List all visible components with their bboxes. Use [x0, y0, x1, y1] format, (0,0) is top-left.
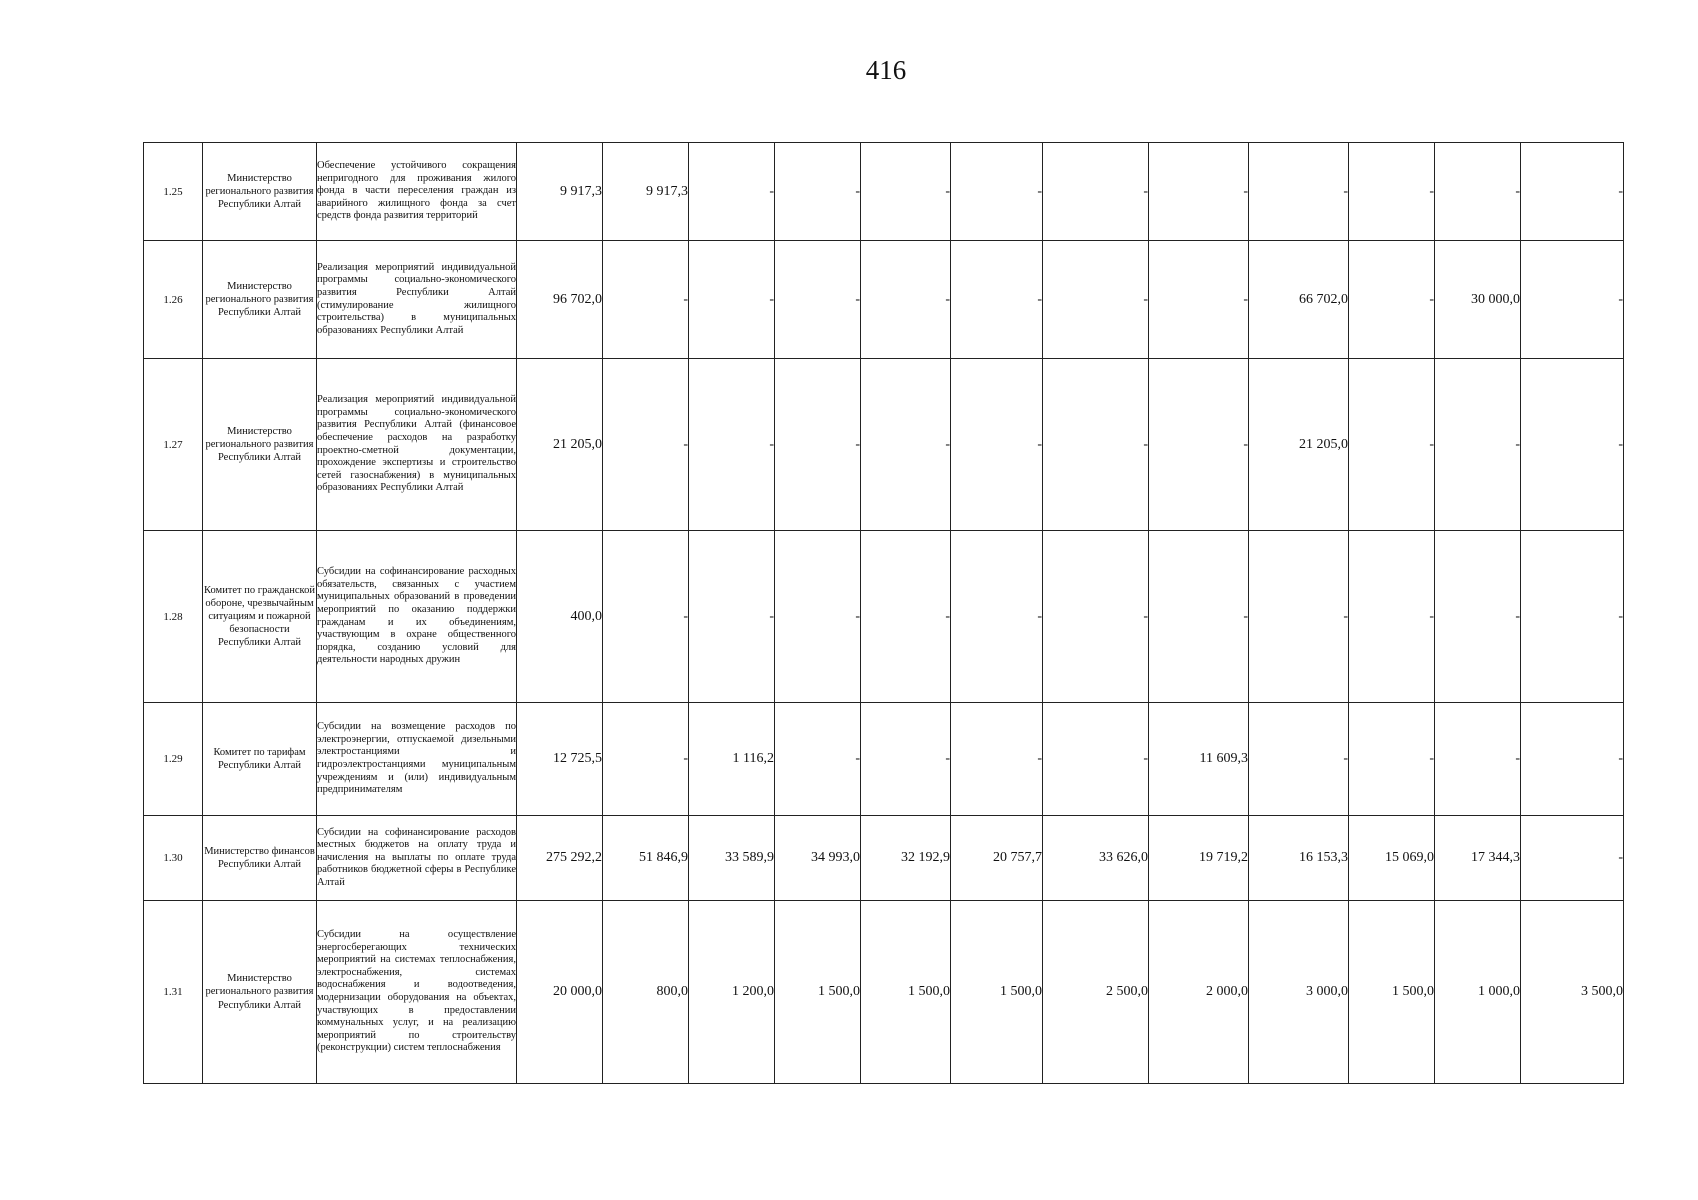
- amount-cell: -: [861, 703, 951, 816]
- amount-cell: -: [1149, 531, 1249, 703]
- measure-description: Субсидии на осуществление энергосберегающих технических мероприятий на системах теплоснабжения, электроснабжения, системах водоснабжения и водоотведения, модернизации оборудования на объектах, участвующих в предоставлении коммунальных услуг, и на реализацию мероприятий по строительству (реконструкции) систем теплоснабжения: [317, 901, 517, 1084]
- amount-cell: -: [1435, 359, 1521, 531]
- amount-cell: -: [1149, 241, 1249, 359]
- amount-cell: 1 500,0: [951, 901, 1043, 1084]
- amount-cell: -: [1521, 241, 1624, 359]
- responsible-organization: Министерство регионального развития Республики Алтай: [203, 901, 317, 1084]
- amount-cell: -: [951, 359, 1043, 531]
- amount-cell: 20 000,0: [517, 901, 603, 1084]
- measure-description: Субсидии на софинансирование расходных обязательств, связанных с участием муниципальных образований в проведении мероприятий по оказанию поддержки гражданам и их объединениям, участвующим в охране общественного порядка, созданию условий для деятельности народных дружин: [317, 531, 517, 703]
- page-number: 416: [865, 55, 907, 85]
- amount-cell: -: [689, 531, 775, 703]
- amount-cell: 1 500,0: [1349, 901, 1435, 1084]
- amount-cell: 3 000,0: [1249, 901, 1349, 1084]
- responsible-organization: Министерство регионального развития Республики Алтай: [203, 143, 317, 241]
- amount-cell: -: [1249, 531, 1349, 703]
- amount-cell: -: [775, 703, 861, 816]
- amount-cell: -: [1043, 143, 1149, 241]
- amount-cell: 1 500,0: [775, 901, 861, 1084]
- amount-cell: 33 626,0: [1043, 816, 1149, 901]
- amount-cell: -: [603, 241, 689, 359]
- row-number: 1.29: [144, 703, 203, 816]
- amount-cell: 11 609,3: [1149, 703, 1249, 816]
- amount-cell: 51 846,9: [603, 816, 689, 901]
- row-number: 1.28: [144, 531, 203, 703]
- amount-cell: -: [775, 143, 861, 241]
- responsible-organization: Министерство регионального развития Республики Алтай: [203, 359, 317, 531]
- amount-cell: -: [951, 241, 1043, 359]
- amount-cell: -: [775, 241, 861, 359]
- measure-description: Реализация мероприятий индивидуальной программы социально-экономического развития Республики Алтай (стимулирование жилищного строительства) в муниципальных образованиях Республики Алтай: [317, 241, 517, 359]
- amount-cell: -: [861, 143, 951, 241]
- amount-cell: 15 069,0: [1349, 816, 1435, 901]
- amount-cell: -: [1435, 143, 1521, 241]
- amount-cell: -: [1521, 816, 1624, 901]
- amount-cell: 1 000,0: [1435, 901, 1521, 1084]
- amount-cell: -: [1349, 359, 1435, 531]
- measure-description: Субсидии на возмещение расходов по электроэнергии, отпускаемой дизельными электростанциями и гидроэлектростанциями муниципальным учреждениям и (или) индивидуальным предпринимателям: [317, 703, 517, 816]
- amount-cell: -: [951, 143, 1043, 241]
- amount-cell: 34 993,0: [775, 816, 861, 901]
- amount-cell: 2 500,0: [1043, 901, 1149, 1084]
- amount-cell: 275 292,2: [517, 816, 603, 901]
- table-row: [144, 359, 1624, 531]
- row-number: 1.25: [144, 143, 203, 241]
- amount-cell: 2 000,0: [1149, 901, 1249, 1084]
- amount-cell: -: [775, 359, 861, 531]
- amount-cell: 3 500,0: [1521, 901, 1624, 1084]
- amount-cell: -: [1249, 703, 1349, 816]
- amount-cell: 21 205,0: [1249, 359, 1349, 531]
- amount-cell: -: [775, 531, 861, 703]
- amount-cell: -: [951, 531, 1043, 703]
- amount-cell: -: [1521, 703, 1624, 816]
- amount-cell: 9 917,3: [517, 143, 603, 241]
- amount-cell: -: [1349, 531, 1435, 703]
- amount-cell: 19 719,2: [1149, 816, 1249, 901]
- amount-cell: 12 725,5: [517, 703, 603, 816]
- row-number: 1.30: [144, 816, 203, 901]
- amount-cell: -: [861, 531, 951, 703]
- amount-cell: -: [1349, 241, 1435, 359]
- amount-cell: -: [1149, 143, 1249, 241]
- amount-cell: -: [1043, 703, 1149, 816]
- amount-cell: 30 000,0: [1435, 241, 1521, 359]
- amount-cell: -: [1043, 241, 1149, 359]
- amount-cell: -: [1521, 531, 1624, 703]
- amount-cell: -: [1149, 359, 1249, 531]
- amount-cell: -: [1349, 703, 1435, 816]
- amount-cell: 800,0: [603, 901, 689, 1084]
- amount-cell: -: [689, 143, 775, 241]
- amount-cell: 17 344,3: [1435, 816, 1521, 901]
- row-number: 1.31: [144, 901, 203, 1084]
- row-number: 1.27: [144, 359, 203, 531]
- amount-cell: -: [861, 359, 951, 531]
- amount-cell: 1 116,2: [689, 703, 775, 816]
- amount-cell: 33 589,9: [689, 816, 775, 901]
- amount-cell: -: [689, 241, 775, 359]
- budget-table: [143, 142, 1624, 1084]
- responsible-organization: Министерство регионального развития Республики Алтай: [203, 241, 317, 359]
- measure-description: Обеспечение устойчивого сокращения непригодного для проживания жилого фонда в части переселения граждан из аварийного жилищного фонда за счет средств фонда развития территорий: [317, 143, 517, 241]
- amount-cell: -: [1521, 359, 1624, 531]
- measure-description: Субсидии на софинансирование расходов местных бюджетов на оплату труда и начисления на выплаты по оплате труда работников бюджетной сферы в Республике Алтай: [317, 816, 517, 901]
- table-row: [144, 703, 1624, 816]
- amount-cell: 16 153,3: [1249, 816, 1349, 901]
- responsible-organization: Министерство финансов Республики Алтай: [203, 816, 317, 901]
- amount-cell: 32 192,9: [861, 816, 951, 901]
- amount-cell: 20 757,7: [951, 816, 1043, 901]
- table-row: [144, 816, 1624, 901]
- amount-cell: 400,0: [517, 531, 603, 703]
- amount-cell: -: [1349, 143, 1435, 241]
- amount-cell: -: [603, 359, 689, 531]
- amount-cell: -: [603, 531, 689, 703]
- amount-cell: 66 702,0: [1249, 241, 1349, 359]
- amount-cell: -: [861, 241, 951, 359]
- amount-cell: -: [1435, 531, 1521, 703]
- amount-cell: -: [1435, 703, 1521, 816]
- table-row: [144, 901, 1624, 1084]
- amount-cell: -: [1043, 531, 1149, 703]
- amount-cell: 9 917,3: [603, 143, 689, 241]
- responsible-organization: Комитет по тарифам Республики Алтай: [203, 703, 317, 816]
- amount-cell: 1 200,0: [689, 901, 775, 1084]
- amount-cell: 96 702,0: [517, 241, 603, 359]
- table-row: [144, 531, 1624, 703]
- amount-cell: -: [603, 703, 689, 816]
- amount-cell: 1 500,0: [861, 901, 951, 1084]
- amount-cell: -: [951, 703, 1043, 816]
- table-row: [144, 143, 1624, 241]
- amount-cell: -: [1521, 143, 1624, 241]
- table-body: [144, 143, 1624, 1084]
- amount-cell: -: [689, 359, 775, 531]
- table-row: [144, 241, 1624, 359]
- amount-cell: -: [1249, 143, 1349, 241]
- responsible-organization: Комитет по гражданской обороне, чрезвычайным ситуациям и пожарной безопасности Республики Алтай: [203, 531, 317, 703]
- amount-cell: 21 205,0: [517, 359, 603, 531]
- amount-cell: -: [1043, 359, 1149, 531]
- row-number: 1.26: [144, 241, 203, 359]
- measure-description: Реализация мероприятий индивидуальной программы социально-экономического развития Республики Алтай (финансовое обеспечение расходов на разработку проектно-сметной документации, прохождение экспертизы и строительство сетей газоснабжения) в муниципальных образованиях Республики Алтай: [317, 359, 517, 531]
